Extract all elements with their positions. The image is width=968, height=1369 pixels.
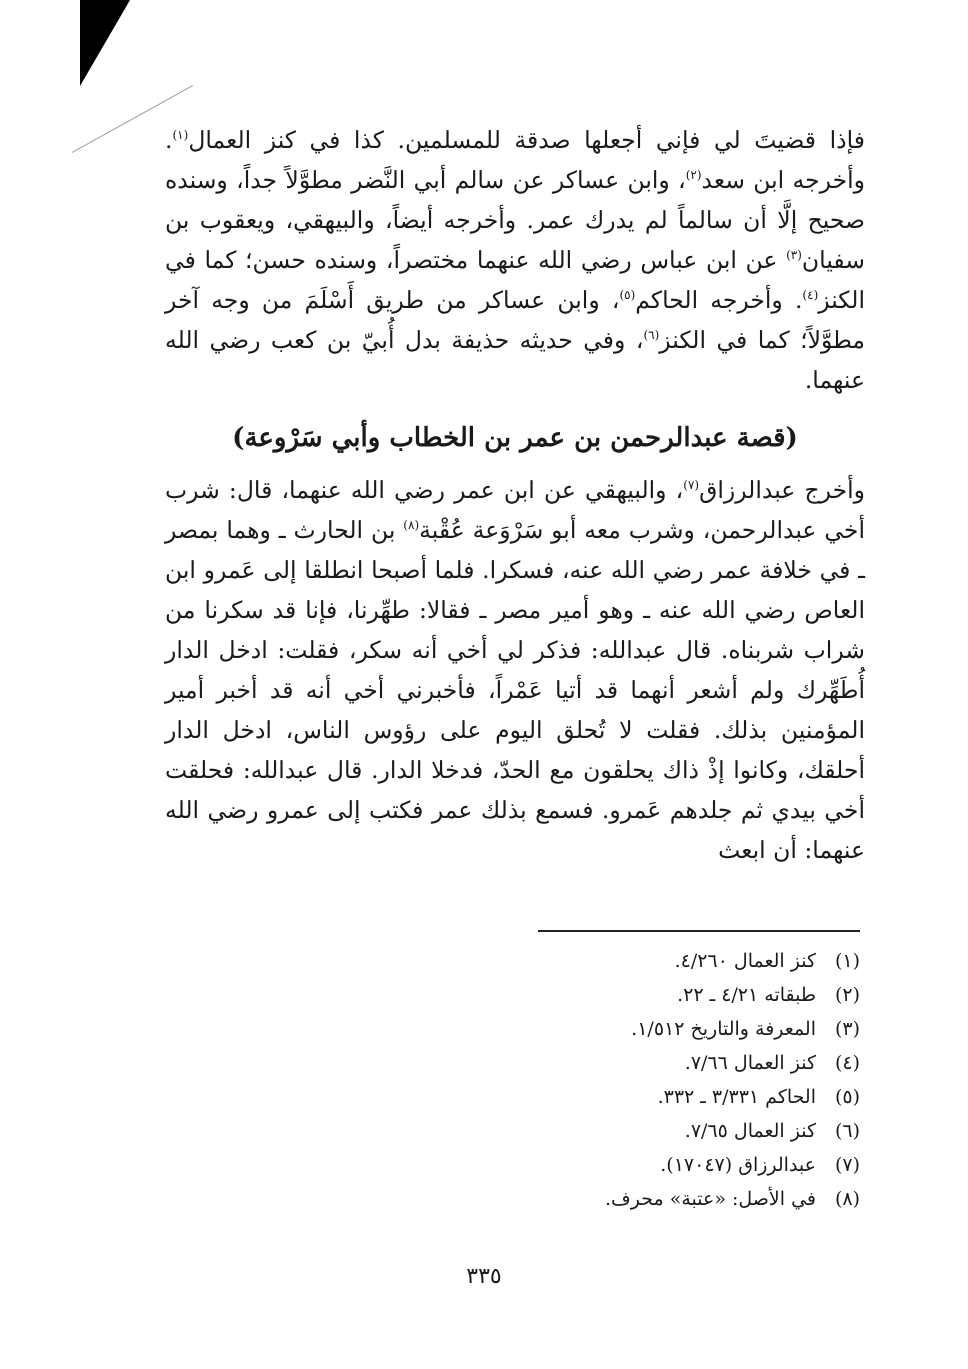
footnote-text: المعرفة والتاريخ ١/٥١٢.	[631, 1018, 816, 1040]
footnote-ref: (٤)	[802, 288, 819, 303]
paragraph-2	[165, 470, 865, 870]
footnote-text: في الأصل: «عتبة» محرف.	[605, 1188, 816, 1210]
footnote-number: (٤)	[834, 1052, 860, 1074]
page-body	[165, 120, 865, 870]
text-run: ، والبيهقي عن ابن عمر رضي الله عنهما، قال: شرب أخي عبدالرحمن، وشرب معه أبو سَرْوَعة عُقْبة	[165, 476, 865, 544]
footnote-ref: (٨)	[403, 518, 420, 533]
text-run: . وأخرجه ابن سعد	[165, 126, 865, 194]
footnote-text: كنز العمال ٧/٦٥.	[684, 1120, 816, 1142]
footnote-number: (٧)	[834, 1154, 860, 1176]
footnote-2	[380, 978, 860, 1012]
footnote-3	[380, 1012, 860, 1046]
footnote-number: (٨)	[834, 1188, 860, 1210]
footnote-number: (٥)	[834, 1086, 860, 1108]
text-run: ، وابن عساكر عن سالم أبي النَّضر مطوَّلاً جداً، وسنده صحيح إلَّا أن سالماً لم يدرك عمر. وأخرجه أيضاً، والبيهقي، ويعقوب بن سفيان	[165, 166, 865, 274]
footnote-separator	[538, 930, 860, 932]
text-run: ، وفي حديثه حذيفة بدل أُبيّ بن كعب رضي الله عنهما.	[165, 326, 865, 394]
text-run: عن ابن عباس رضي الله عنهما مختصراً، وسنده حسن؛ كما في الكنز	[165, 246, 865, 314]
corner-scan-mark	[80, 0, 130, 86]
footnote-text: كنز العمال ٤/٢٦٠.	[674, 950, 816, 972]
footnotes-list	[380, 944, 860, 1216]
footnote-8	[380, 1182, 860, 1216]
footnote-number: (١)	[834, 950, 860, 972]
section-heading: (قصة عبدالرحمن بن عمر بن الخطاب وأبي سَرْوعة)	[232, 423, 798, 453]
text-run: فإذا قضيتَ لي فإني أجعلها صدقة للمسلمين. كذا في كنز العمال	[188, 126, 865, 154]
footnote-number: (٦)	[834, 1120, 860, 1142]
text-run: بن الحارث ـ وهما بمصر ـ في خلافة عمر رضي الله عنه، فسكرا. فلما أصبحا انطلقا إلى عَمرو ابن العاص رضي الله عنه ـ وهو أمير مصر ـ فقالا: طهِّرنا، فإنا قد سكرنا من شراب شربناه. قال عبدالله: فذكر لي أخي أنه سكر، فقلت: ادخل الدار أُطَهِّرك ولم أشعر أنهما قد أتيا عَمْراً، فأخبرني أخي أنه قد أخبر أمير المؤمنين بذلك. فقلت لا تُحلق اليوم على رؤوس الناس، ادخل الدار أحلقك، وكانوا إذْ ذاك يحلقون مع الحدّ، فدخلا الدار. قال عبدالله: فحلقت أخي بيدي ثم جلدهم عَمرو. فسمع بذلك عمر فكتب إلى عمرو رضي الله عنهما: أن ابعث	[165, 516, 865, 864]
footnote-text: عبدالرزاق (١٧٠٤٧).	[660, 1154, 816, 1176]
footnote-text: كنز العمال ٧/٦٦.	[684, 1052, 816, 1074]
footnote-text: الحاكم ٣/٣٣١ ـ ٣٣٢.	[657, 1086, 816, 1108]
footnote-text: طبقاته ٤/٢١ ـ ٢٢.	[677, 984, 816, 1006]
footnote-1	[380, 944, 860, 978]
footnote-number: (٣)	[834, 1018, 860, 1040]
footnote-ref: (٧)	[683, 478, 700, 493]
footnote-ref: (٢)	[685, 168, 702, 183]
page-number: ٣٣٥	[466, 1264, 502, 1289]
footnote-number: (٢)	[834, 984, 860, 1006]
footnote-ref: (٣)	[786, 248, 802, 263]
text-run: ، وابن عساكر من طريق أَسْلَمَ من وجه آخر مطوَّلاً؛ كما في الكنز	[165, 286, 865, 354]
footnote-ref: (٥)	[619, 288, 636, 303]
paragraph-1	[165, 120, 865, 400]
footnote-7	[380, 1148, 860, 1182]
footnote-5	[380, 1080, 860, 1114]
footnote-ref: (٦)	[643, 328, 660, 343]
text-run: . وأخرجه الحاكم	[635, 286, 803, 314]
footnote-4	[380, 1046, 860, 1080]
footnote-6	[380, 1114, 860, 1148]
text-run: وأخرج عبدالرزاق	[699, 476, 865, 504]
footnote-ref: (١)	[172, 128, 189, 143]
